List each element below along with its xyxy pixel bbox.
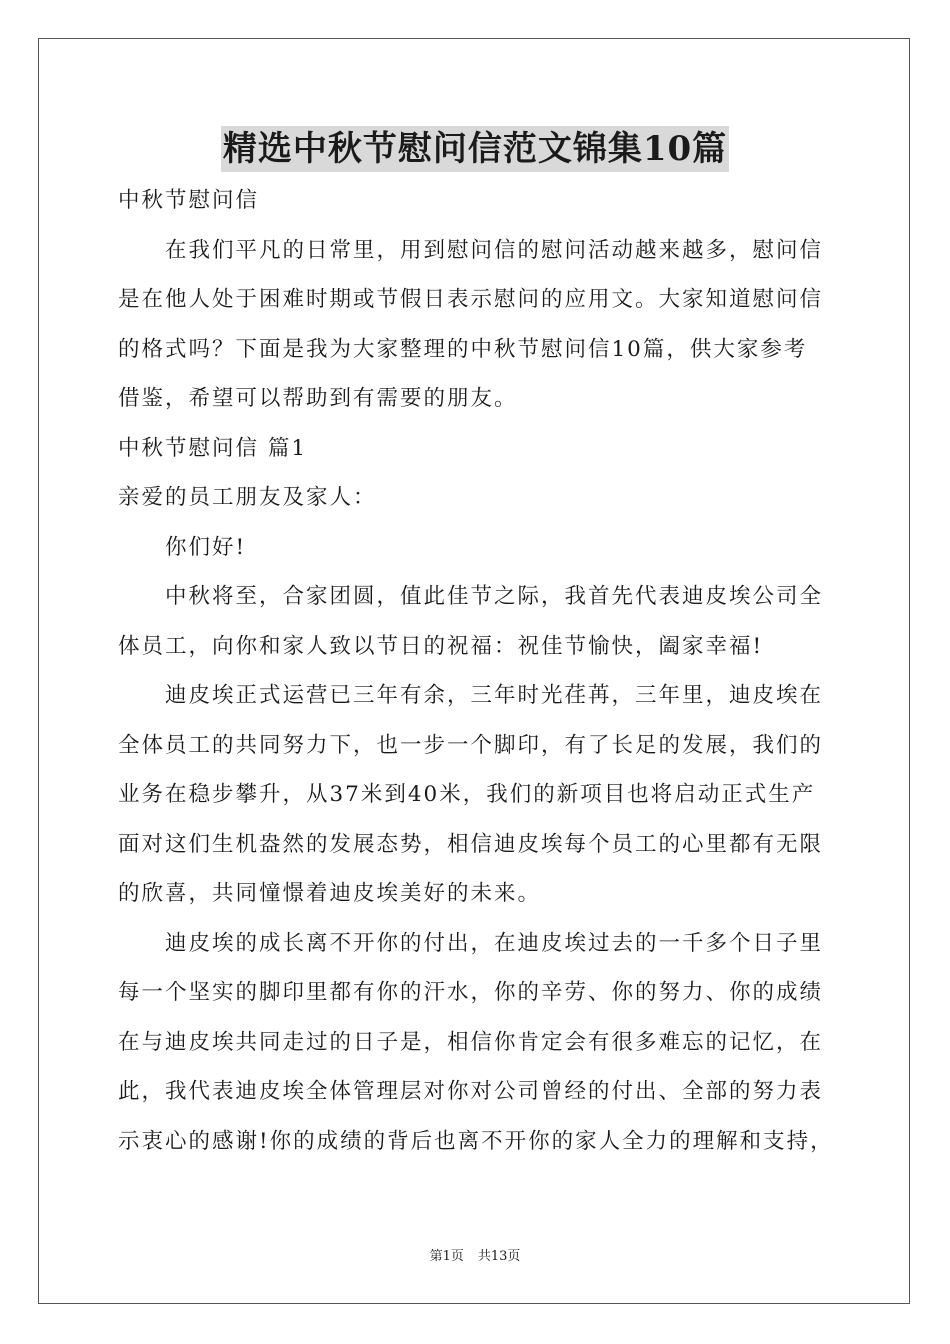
page-number: 第1页 <box>429 1249 464 1264</box>
text-line: 此，我代表迪皮埃全体管理层对你对公司曾经的付出、全部的努力表 <box>118 1079 824 1104</box>
text-line: 迪皮埃正式运营已三年有余，三年时光荏苒，三年里，迪皮埃在 <box>165 683 824 708</box>
text-line: 中秋将至，合家团圆，值此佳节之际，我首先代表迪皮埃公司全 <box>165 584 824 609</box>
text-line: 的欣喜，共同憧憬着迪皮埃美好的未来。 <box>118 881 542 906</box>
text-line: 亲爱的员工朋友及家人： <box>118 485 377 510</box>
total-pages: 共13页 <box>477 1249 521 1264</box>
text-line: 借鉴，希望可以帮助到有需要的朋友。 <box>118 386 518 411</box>
text-line: 每一个坚实的脚印里都有你的汗水，你的辛劳、你的努力、你的成绩 <box>118 980 824 1005</box>
text-line: 在与迪皮埃共同走过的日子是，相信你肯定会有很多难忘的记忆，在 <box>118 1029 824 1055</box>
text-line: 体员工，向你和家人致以节日的祝福：祝佳节愉快，阖家幸福! <box>118 633 764 659</box>
text-line: 业务在稳步攀升，从37米到40米，我们的新项目也将启动正式生产 <box>118 782 816 807</box>
text-line: 迪皮埃的成长离不开你的付出，在迪皮埃过去的一千多个日子里 <box>165 930 824 956</box>
text-line: 中秋节慰问信 <box>118 188 260 213</box>
document-title: 精选中秋节慰问信范文锦集10篇 <box>221 126 729 172</box>
document-body <box>118 176 838 1166</box>
text-line: 示衷心的感谢!你的成绩的背后也离不开你的家人全力的理解和支持， <box>118 1128 834 1154</box>
text-line: 全体员工的共同努力下，也一步一个脚印，有了长足的发展，我们的 <box>118 732 824 758</box>
text-line: 是在他人处于困难时期或节假日表示慰问的应用文。大家知道慰问信 <box>118 287 824 312</box>
page-footer <box>0 1248 950 1266</box>
text-line: 在我们平凡的日常里，用到慰问信的慰问活动越来越多，慰问信 <box>165 237 824 263</box>
text-line: 你们好! <box>165 534 247 560</box>
title-container <box>0 126 950 172</box>
text-line: 中秋节慰问信 篇1 <box>118 435 308 461</box>
text-line: 的格式吗？下面是我为大家整理的中秋节慰问信10篇，供大家参考 <box>118 336 808 362</box>
text-line: 面对这们生机盎然的发展态势，相信迪皮埃每个员工的心里都有无限 <box>118 831 824 857</box>
